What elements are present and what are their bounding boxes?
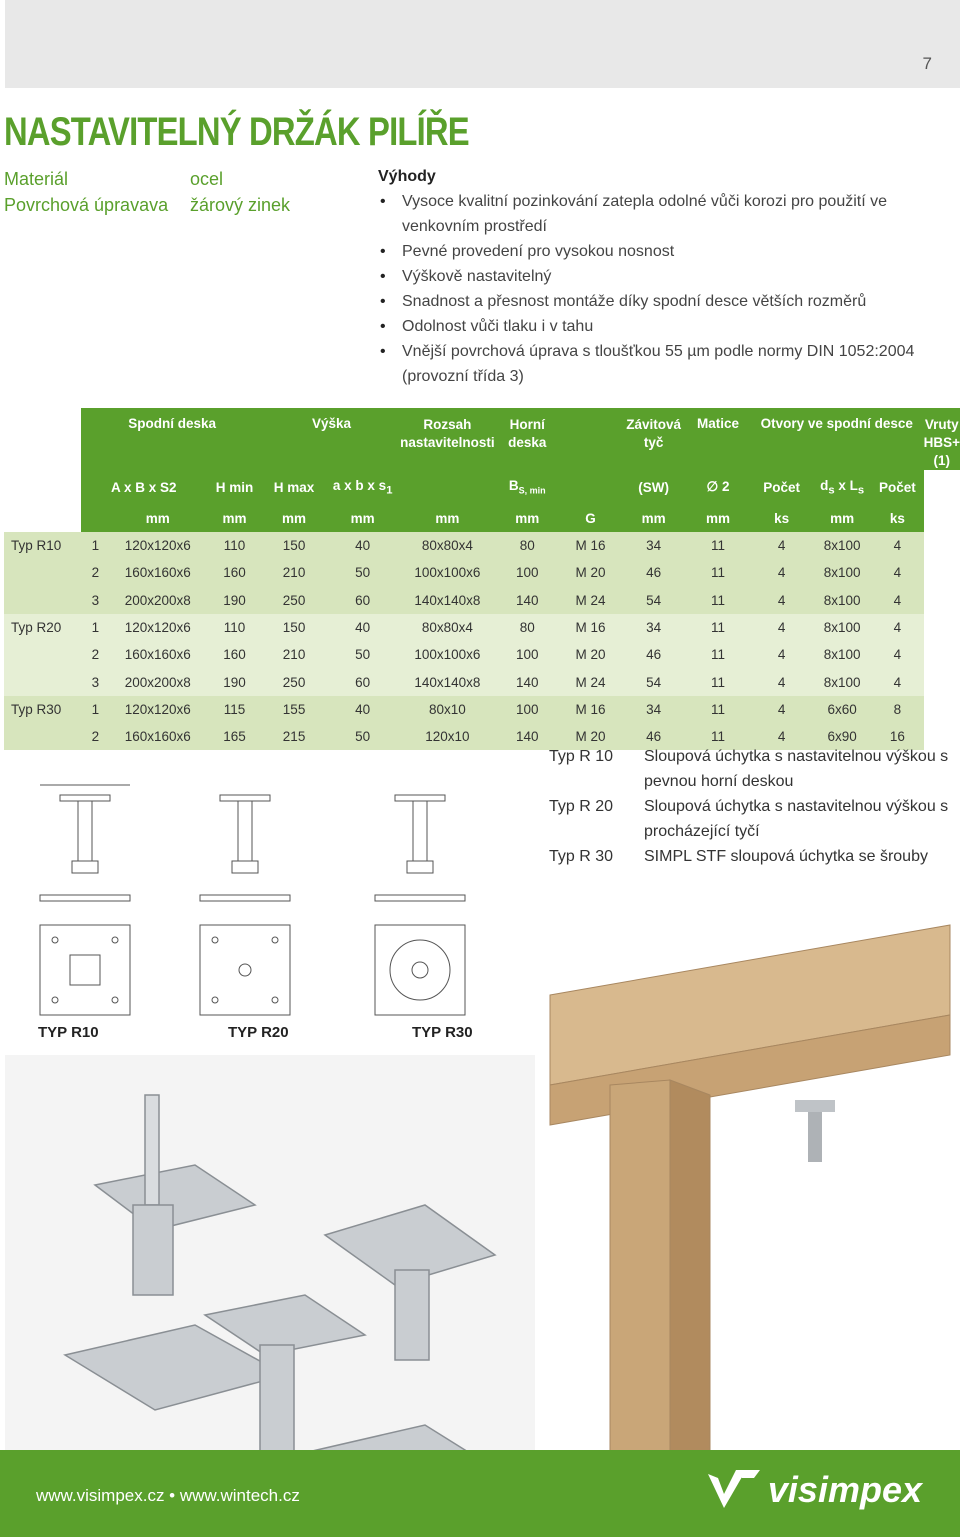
row-index: 2 [81, 559, 109, 586]
col-vruty: Vruty HBS+(1) [924, 408, 960, 470]
unit: G [560, 504, 621, 532]
list-item: • Vysoce kvalitní pozinkování zatepla odolné vůči korozi pro použití ve venkovním prostředí [378, 189, 958, 239]
table-cell: M 20 [560, 559, 621, 586]
table-cell: 100 [495, 696, 560, 723]
list-item: • Vnější povrchová úprava s tloušťkou 55 µm podle normy DIN 1052:2004 (provozní třída 3) [378, 339, 958, 389]
table-cell: 4 [750, 559, 813, 586]
table-cell: 140 [495, 668, 560, 695]
sub-bs: $B_{S, min}$ [495, 470, 560, 504]
row-index: 1 [81, 532, 109, 559]
drawing-r20 [200, 795, 290, 1015]
table-cell: 8x100 [813, 559, 871, 586]
table-cell: 40 [325, 614, 400, 641]
table-cell: 46 [621, 723, 686, 750]
drawing-r10 [40, 785, 130, 1015]
table-cell: 60 [325, 668, 400, 695]
table-cell: 4 [750, 614, 813, 641]
table-cell: 4 [871, 559, 924, 586]
table-cell: 4 [871, 614, 924, 641]
table-cell: 140 [495, 723, 560, 750]
table-cell: 190 [206, 587, 263, 614]
table-cell: 160x160x6 [109, 641, 206, 668]
row-index: 2 [81, 723, 109, 750]
table-cell: 50 [325, 723, 400, 750]
table-cell: 250 [263, 587, 325, 614]
table-cell: 120x120x6 [109, 696, 206, 723]
table-cell: 100x100x6 [400, 641, 495, 668]
table-cell: 4 [871, 532, 924, 559]
table-cell: 40 [325, 696, 400, 723]
table-cell: 160x160x6 [109, 559, 206, 586]
legend-desc: Sloupová úchytka s nastavitelnou výškou s procházející tyčí [644, 798, 949, 840]
table-cell: 50 [325, 641, 400, 668]
table-cell: 200x200x8 [109, 587, 206, 614]
sub-sw: (SW) [621, 470, 686, 504]
table-cell: 120x10 [400, 723, 495, 750]
spec-value: žárový zinek [190, 195, 291, 215]
spec-label: Materiál [4, 169, 69, 189]
row-type [4, 723, 81, 750]
table-cell: 80x80x4 [400, 532, 495, 559]
type-legend [549, 744, 960, 869]
logo-icon [706, 1468, 762, 1512]
technical-drawings [20, 755, 525, 1040]
col-vyska: Výška [263, 408, 400, 470]
table-cell: 190 [206, 668, 263, 695]
table-cell: 4 [750, 532, 813, 559]
table-cell: 8x100 [813, 532, 871, 559]
table-cell: 4 [750, 641, 813, 668]
table-cell: 54 [621, 587, 686, 614]
advantages-heading: Výhody [378, 168, 436, 185]
drawing-label: TYP R20 [228, 1024, 289, 1040]
table-cell: 4 [750, 587, 813, 614]
table-cell: 8x100 [813, 641, 871, 668]
table-cell: 155 [263, 696, 325, 723]
page-number: 7 [922, 54, 932, 73]
table-cell: 100x100x6 [400, 559, 495, 586]
footer-urls: www.visimpex.cz • www.wintech.cz [36, 1486, 300, 1505]
row-index: 3 [81, 668, 109, 695]
table-cell: 40 [325, 532, 400, 559]
row-index: 1 [81, 696, 109, 723]
table-cell: 200x200x8 [109, 668, 206, 695]
unit: ks [871, 504, 924, 532]
col-spodni: Spodní deska [81, 408, 262, 470]
spec-row-material [4, 166, 290, 192]
row-type [4, 641, 81, 668]
unit: mm [109, 504, 206, 532]
table-cell: 11 [686, 696, 750, 723]
table-cell: 120x120x6 [109, 532, 206, 559]
spec-table [4, 408, 960, 750]
footer [0, 1450, 960, 1537]
spec-label: Povrchová úpravava [4, 195, 169, 215]
table-cell: 80x80x4 [400, 614, 495, 641]
list-item: • Pevné provedení pro vysokou nosnost [378, 239, 958, 264]
table-row [4, 587, 960, 614]
list-item: • Odolnost vůči tlaku i v tahu [378, 314, 958, 339]
table-cell: 215 [263, 723, 325, 750]
table-cell: 11 [686, 532, 750, 559]
advantages-list [378, 189, 958, 389]
table-row [4, 532, 960, 559]
sub-dsls: $d_s$ x $L_s$ [813, 470, 871, 504]
product-photo-installed [540, 905, 960, 1537]
sub-hmin: H min [206, 470, 263, 504]
table-cell: 11 [686, 587, 750, 614]
table-cell: 34 [621, 614, 686, 641]
row-index: 2 [81, 641, 109, 668]
advantages [378, 164, 958, 389]
unit: mm [813, 504, 871, 532]
table-body [4, 532, 960, 750]
col-horni: Horní deska [495, 408, 560, 470]
sub-pocet2: Počet [871, 470, 924, 504]
table-cell: 8 [871, 696, 924, 723]
row-type: Typ R10 [4, 532, 81, 559]
table-cell: M 24 [560, 587, 621, 614]
brand-logo [706, 1468, 922, 1512]
table-cell: 140x140x8 [400, 587, 495, 614]
table-cell: 150 [263, 614, 325, 641]
list-item: • Výškově nastavitelný [378, 264, 958, 289]
table-cell: 80 [495, 532, 560, 559]
row-type [4, 559, 81, 586]
table-cell: 46 [621, 641, 686, 668]
table-cell: 8x100 [813, 587, 871, 614]
table-cell: 4 [750, 668, 813, 695]
legend-key: Typ R 30 [549, 848, 614, 865]
sub-pocet: Počet [750, 470, 813, 504]
table-cell: 34 [621, 532, 686, 559]
spec-row-finish [4, 192, 290, 218]
table-cell: 80 [495, 614, 560, 641]
unit: mm [206, 504, 263, 532]
col-otvory: Otvory ve spodní desce [750, 408, 924, 470]
table-cell: M 16 [560, 614, 621, 641]
table-cell: 11 [686, 614, 750, 641]
table-cell: 8x100 [813, 614, 871, 641]
drawing-r30 [375, 795, 465, 1015]
col-zavit: Závitová tyč [621, 408, 686, 470]
table-cell: 210 [263, 559, 325, 586]
legend-desc: Sloupová úchytka s nastavitelnou výškou s pevnou horní deskou [644, 748, 949, 790]
table-cell: 160x160x6 [109, 723, 206, 750]
page-title: NASTAVITELNÝ DRŽÁK PILÍŘE [4, 110, 469, 154]
header-band [5, 0, 960, 88]
table-cell: 6x60 [813, 696, 871, 723]
table-cell: 16 [871, 723, 924, 750]
col-rozsah: Rozsah nastavitelnosti [400, 408, 495, 504]
table-row [4, 559, 960, 586]
unit: mm [621, 504, 686, 532]
table-cell: 4 [750, 696, 813, 723]
list-item: • Snadnost a přesnost montáže díky spodní desce větších rozměrů [378, 289, 958, 314]
row-type [4, 668, 81, 695]
legend-row [549, 794, 960, 844]
legend-key: Typ R 10 [549, 748, 614, 765]
header-row-1 [4, 408, 960, 470]
table-cell: 11 [686, 641, 750, 668]
legend-row [549, 744, 960, 794]
unit: ks [750, 504, 813, 532]
drawing-label: TYP R30 [412, 1024, 473, 1040]
row-type: Typ R20 [4, 614, 81, 641]
table-cell: M 24 [560, 668, 621, 695]
material-spec [4, 166, 290, 218]
table-cell: 140 [495, 587, 560, 614]
table-cell: 34 [621, 696, 686, 723]
table-cell: 165 [206, 723, 263, 750]
unit: mm [263, 504, 325, 532]
sub-axbxs1: a x b x $s_1$ [325, 470, 400, 504]
table-cell: 54 [621, 668, 686, 695]
row-type [4, 587, 81, 614]
table-cell: 160 [206, 559, 263, 586]
table-cell: 11 [686, 668, 750, 695]
table-row [4, 641, 960, 668]
table-cell: 100 [495, 641, 560, 668]
drawing-label: TYP R10 [38, 1024, 99, 1040]
table-cell: 6x90 [813, 723, 871, 750]
table-cell: 150 [263, 532, 325, 559]
table-row [4, 668, 960, 695]
table-cell: 4 [750, 723, 813, 750]
table-row [4, 614, 960, 641]
table-cell: 110 [206, 532, 263, 559]
sub-axbxs2: A x B x S2 [81, 470, 206, 504]
table-cell: 250 [263, 668, 325, 695]
table-cell: 4 [871, 668, 924, 695]
table-cell: 140x140x8 [400, 668, 495, 695]
spec-value: ocel [190, 169, 224, 189]
logo-text: visimpex [767, 1469, 922, 1510]
legend-desc: SIMPL STF sloupová úchytka se šrouby [644, 848, 928, 865]
row-index: 3 [81, 587, 109, 614]
unit-row [4, 504, 960, 532]
legend-key: Typ R 20 [549, 798, 614, 815]
table-cell: M 16 [560, 532, 621, 559]
table-cell: M 16 [560, 696, 621, 723]
table-cell: 8x100 [813, 668, 871, 695]
table-cell: 80x10 [400, 696, 495, 723]
table-cell: 11 [686, 723, 750, 750]
table-cell: 11 [686, 559, 750, 586]
table-cell: 100 [495, 559, 560, 586]
unit: mm [686, 504, 750, 532]
unit: mm [325, 504, 400, 532]
sub-hmax: H max [263, 470, 325, 504]
unit: mm [495, 504, 560, 532]
table-cell: 115 [206, 696, 263, 723]
table-cell: 4 [871, 587, 924, 614]
sub-dia: ∅ 2 [686, 470, 750, 504]
table-cell: M 20 [560, 723, 621, 750]
table-cell: 120x120x6 [109, 614, 206, 641]
unit: mm [400, 504, 495, 532]
table-cell: 210 [263, 641, 325, 668]
table-cell: 110 [206, 614, 263, 641]
row-index: 1 [81, 614, 109, 641]
table-cell: 60 [325, 587, 400, 614]
table-cell: 160 [206, 641, 263, 668]
row-type: Typ R30 [4, 696, 81, 723]
legend-row [549, 844, 960, 869]
table-cell: 4 [871, 641, 924, 668]
table-cell: 46 [621, 559, 686, 586]
table-cell: M 20 [560, 641, 621, 668]
table-cell: 50 [325, 559, 400, 586]
table-row [4, 696, 960, 723]
col-matice: Matice [686, 408, 750, 470]
